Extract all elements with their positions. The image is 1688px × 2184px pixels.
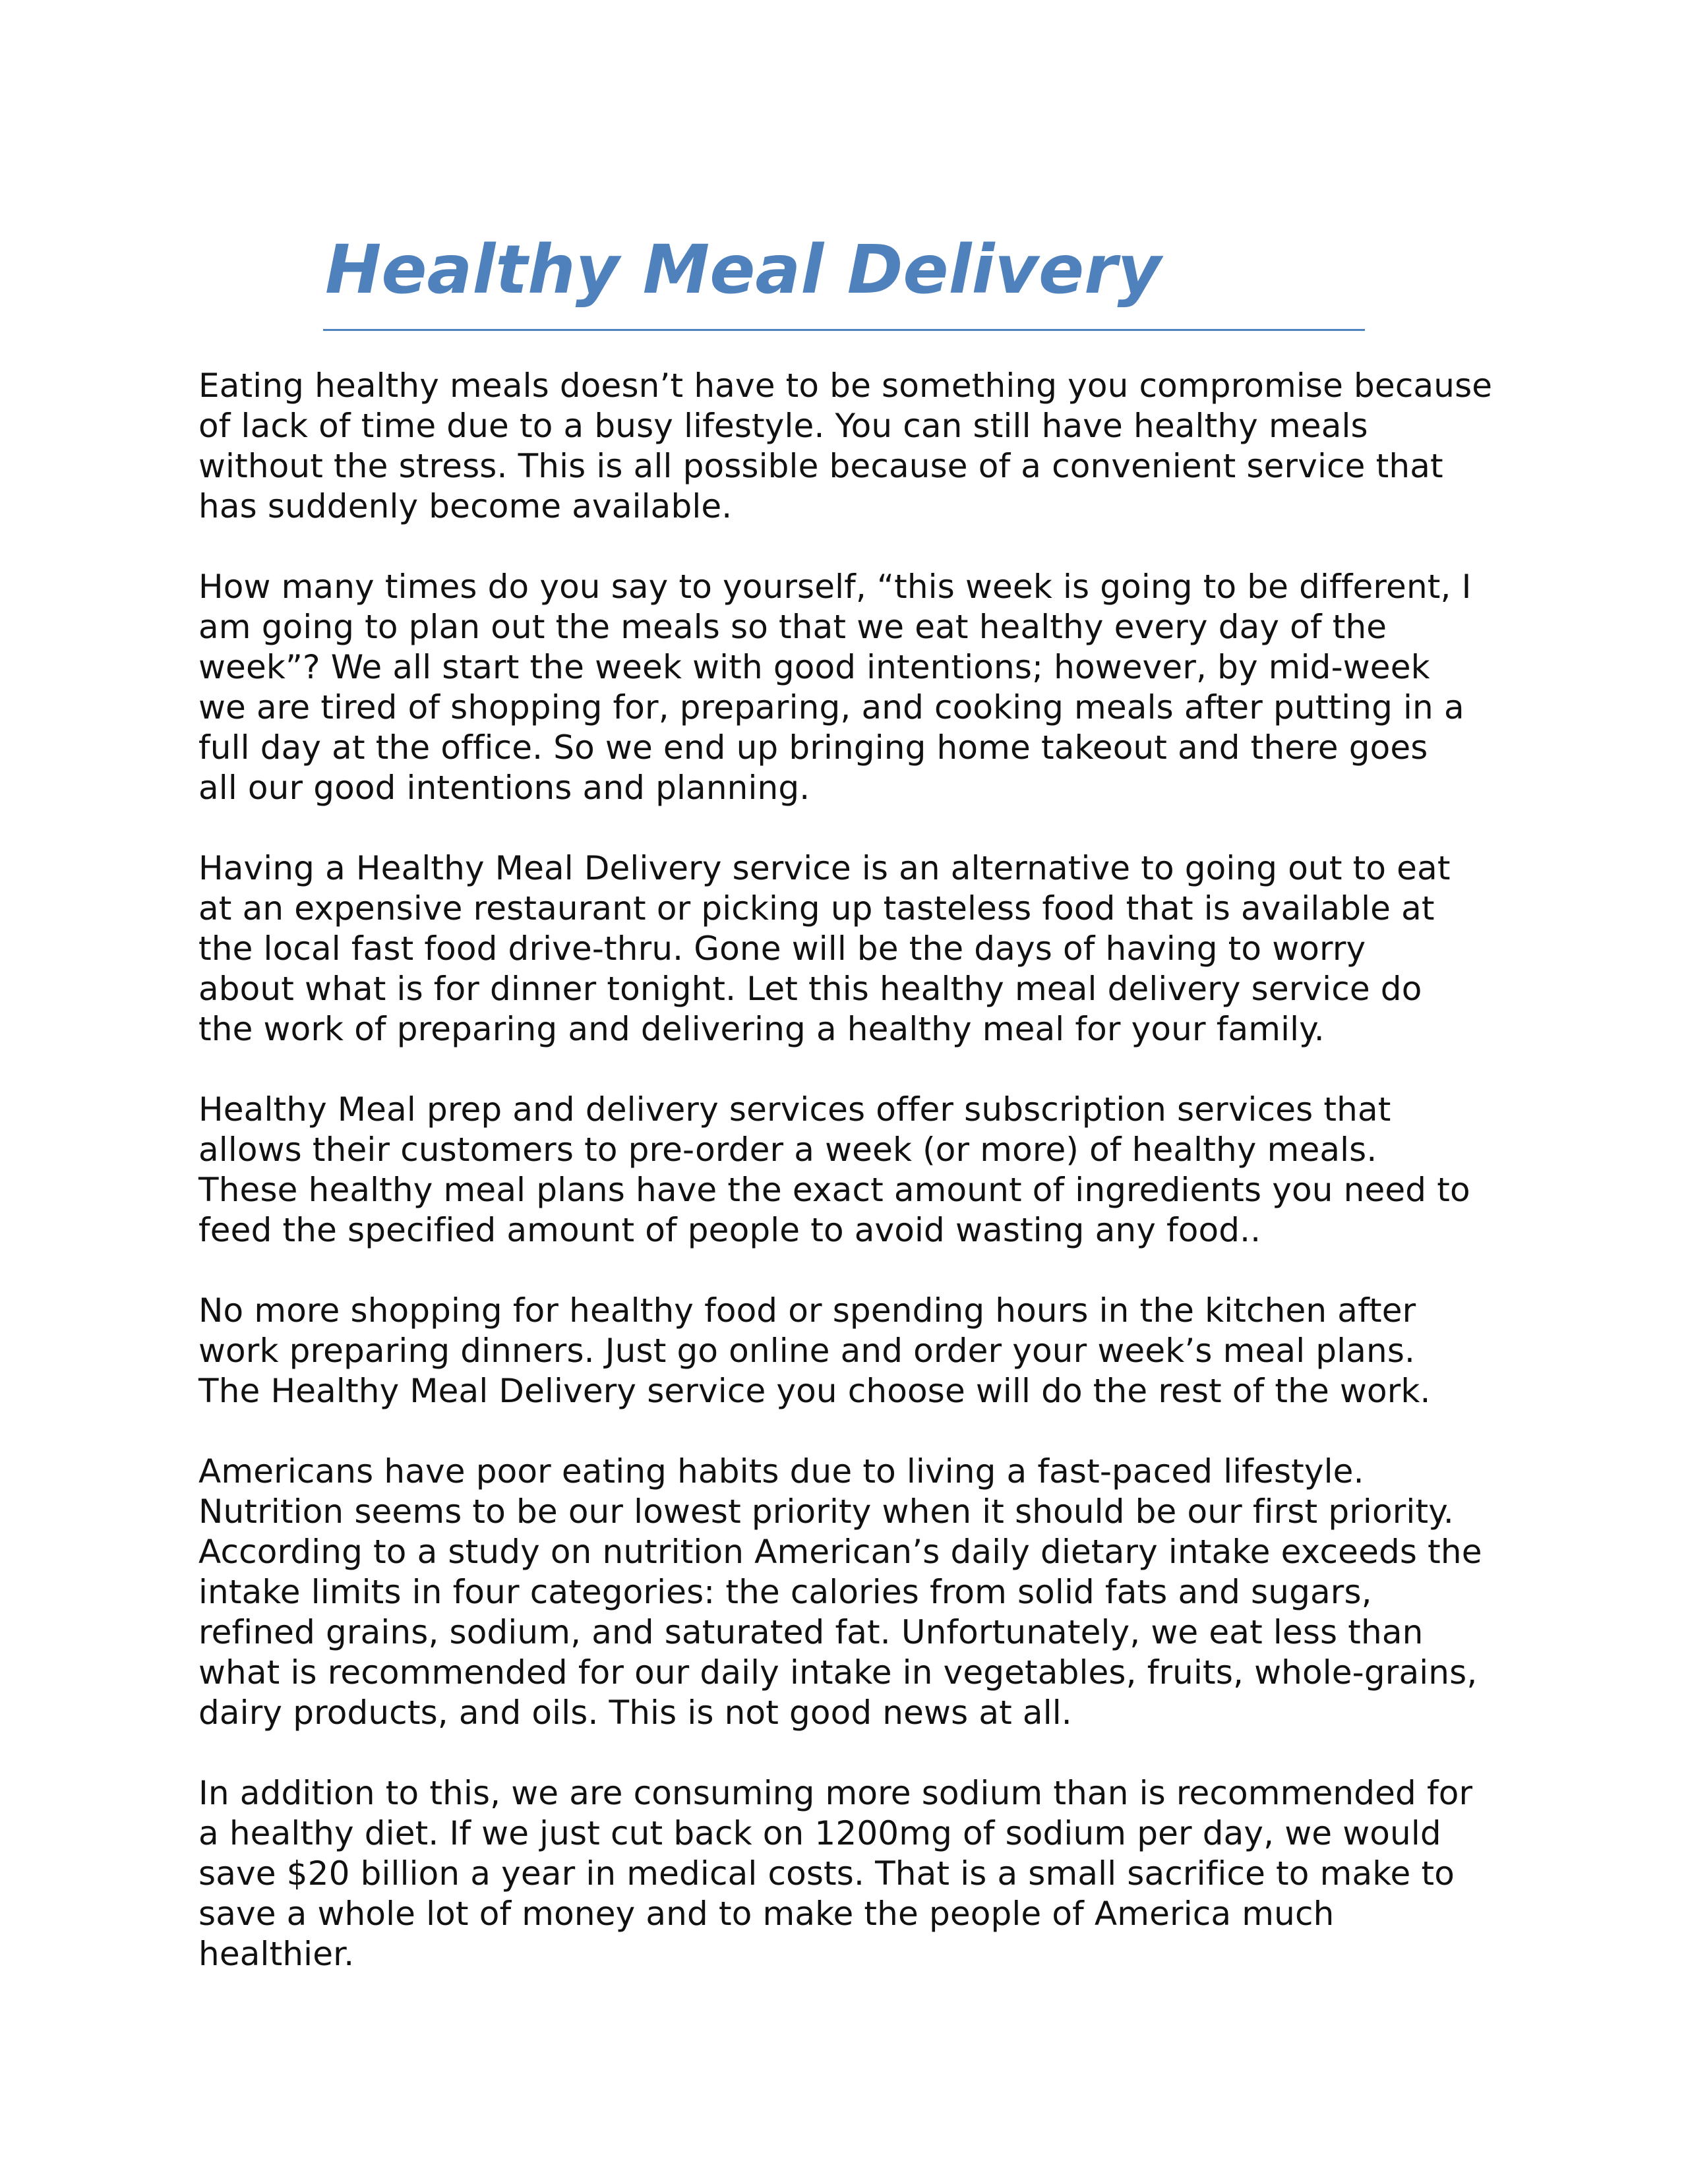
text-line: has suddenly become available.: [198, 487, 733, 525]
paragraph-4: [198, 1090, 1504, 1251]
text-line: Americans have poor eating habits due to living a fast-paced lifestyle.: [198, 1452, 1364, 1490]
text-line: the work of preparing and delivering a healthy meal for your family.: [198, 1010, 1325, 1048]
text-line: No more shopping for healthy food or spending hours in the kitchen after: [198, 1291, 1416, 1330]
text-line: The Healthy Meal Delivery service you choose will do the rest of the work.: [198, 1372, 1431, 1410]
text-line: Nutrition seems to be our lowest priority when it should be our first priority.: [198, 1492, 1454, 1531]
document-title: Healthy Meal Delivery: [325, 231, 1161, 309]
text-line: of lack of time due to a busy lifestyle. You can still have healthy meals: [198, 407, 1368, 445]
text-line: at an expensive restaurant or picking up tasteless food that is available at: [198, 889, 1435, 928]
text-line: full day at the office. So we end up bringing home takeout and there goes: [198, 728, 1428, 767]
text-line: According to a study on nutrition American’s daily dietary intake exceeds the: [198, 1533, 1482, 1571]
text-line: In addition to this, we are consuming more sodium than is recommended for: [198, 1774, 1473, 1812]
text-line: what is recommended for our daily intake in vegetables, fruits, whole-grains,: [198, 1653, 1478, 1692]
paragraph-6: [198, 1452, 1504, 1733]
text-line: These healthy meal plans have the exact amount of ingredients you need to: [198, 1171, 1470, 1209]
paragraph-1: [198, 366, 1504, 527]
text-line: Having a Healthy Meal Delivery service is an alternative to going out to eat: [198, 849, 1451, 887]
text-line: healthier.: [198, 1935, 355, 1973]
text-line: save $20 billion a year in medical costs. That is a small sacrifice to make to: [198, 1854, 1455, 1893]
text-line: week”? We all start the week with good intentions; however, by mid-week: [198, 648, 1430, 686]
text-line: dairy products, and oils. This is not good news at all.: [198, 1694, 1072, 1732]
text-line: save a whole lot of money and to make the people of America much: [198, 1895, 1335, 1933]
text-line: about what is for dinner tonight. Let this healthy meal delivery service do: [198, 970, 1422, 1008]
paragraph-3: [198, 848, 1504, 1049]
paragraph-7: [198, 1773, 1504, 1974]
text-line: Healthy Meal prep and delivery services offer subscription services that: [198, 1090, 1391, 1129]
text-line: am going to plan out the meals so that we eat healthy every day of the: [198, 608, 1387, 646]
text-line: Eating healthy meals doesn’t have to be something you compromise because: [198, 367, 1493, 405]
paragraph-5: [198, 1291, 1504, 1411]
text-line: without the stress. This is all possible because of a convenient service that: [198, 447, 1443, 485]
paragraph-2: [198, 567, 1504, 808]
text-line: a healthy diet. If we just cut back on 1200mg of sodium per day, we would: [198, 1814, 1441, 1852]
text-line: feed the specified amount of people to avoid wasting any food..: [198, 1211, 1261, 1249]
text-line: the local fast food drive-thru. Gone will be the days of having to worry: [198, 930, 1366, 968]
text-line: work preparing dinners. Just go online and order your week’s meal plans.: [198, 1332, 1416, 1370]
text-line: we are tired of shopping for, preparing, and cooking meals after putting in a: [198, 688, 1464, 726]
text-line: How many times do you say to yourself, “this week is going to be different, I: [198, 568, 1472, 606]
title-underline-rule: [323, 329, 1365, 331]
text-line: all our good intentions and planning.: [198, 769, 810, 807]
document-body: [198, 366, 1504, 2015]
text-line: refined grains, sodium, and saturated fat. Unfortunately, we eat less than: [198, 1613, 1424, 1651]
text-line: intake limits in four categories: the calories from solid fats and sugars,: [198, 1573, 1372, 1611]
text-line: allows their customers to pre-order a week (or more) of healthy meals.: [198, 1131, 1377, 1169]
